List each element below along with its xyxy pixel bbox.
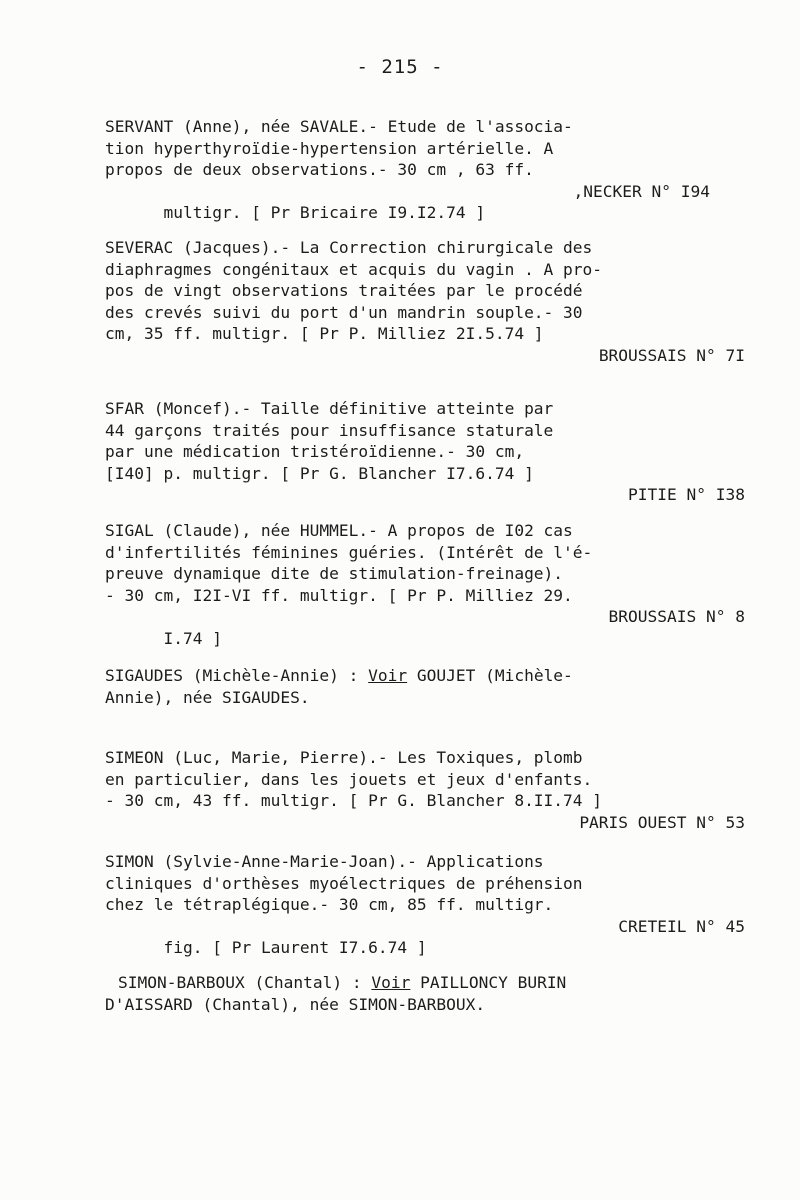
see-reference-word: Voir (371, 973, 411, 992)
entry-line: propos de deux observations.- 30 cm , 63 ff. (105, 160, 534, 180)
entry-line: [I40] p. multigr. [ Pr G. Blancher I7.6.74 ] (105, 463, 534, 483)
entry-line: I.74 ] (163, 628, 222, 648)
bibliography-entry (105, 116, 710, 223)
page-number: - 215 - (356, 56, 444, 78)
bibliography-entry (105, 851, 745, 958)
entry-line: SIMON (Sylvie-Anne-Marie-Joan).- Applications (105, 852, 544, 871)
entry-line: en particulier, dans les jouets et jeux d'enfants. (105, 769, 593, 789)
see-reference-word: Voir (368, 666, 408, 685)
cross-reference-entry (105, 972, 718, 1015)
bibliography-entry (105, 237, 745, 367)
library-location: BROUSSAIS N° 7I (598, 345, 745, 365)
entry-line: D'AISSARD (Chantal), née SIMON-BARBOUX. (105, 994, 486, 1014)
library-location: CRETEIL N° 45 (618, 916, 745, 936)
entry-line: SIMEON (Luc, Marie, Pierre).- Les Toxiques, plomb (105, 748, 583, 767)
entry-line: - 30 cm, 43 ff. multigr. [ Pr G. Blancher 8.II.74 ] (105, 791, 603, 811)
entry-line: SIMON-BARBOUX (Chantal) : (118, 973, 372, 992)
bibliography-entry (105, 520, 745, 648)
entry-line: 44 garçons traités pour insuffisance staturale (105, 420, 554, 440)
entry-line: - 30 cm, I2I-VI ff. multigr. [ Pr P. Milliez 29. (105, 585, 573, 605)
bibliography-entry (105, 398, 745, 506)
entry-line: d'infertilités féminines guéries. (Intérêt de l'é- (105, 542, 593, 562)
entry-line: GOUJET (Michèle- (407, 666, 573, 685)
entry-line: multigr. [ Pr Bricaire I9.I2.74 ] (163, 203, 486, 223)
entry-line: tion hyperthyroïdie-hypertension artérielle. A (105, 138, 554, 158)
library-location: PITIE N° I38 (628, 485, 745, 505)
library-location: BROUSSAIS N° 8 (608, 607, 745, 627)
entry-line: pos de vingt observations traitées par le procédé (105, 281, 583, 301)
bibliography-entry (105, 747, 745, 833)
entry-line: SIGAUDES (Michèle-Annie) : (105, 666, 369, 685)
entry-line: chez le tétraplégique.- 30 cm, 85 ff. multigr. (105, 895, 554, 915)
entry-line: fig. [ Pr Laurent I7.6.74 ] (163, 938, 427, 958)
entry-line: par une médication tristéroïdienne.- 30 cm, (105, 442, 525, 462)
entry-line: preuve dynamique dite de stimulation-freinage). (105, 564, 564, 584)
entry-line: SIGAL (Claude), née HUMMEL.- A propos de I02 cas (105, 521, 573, 540)
entry-line: SERVANT (Anne), née SAVALE.- Etude de l'associa- (105, 117, 573, 136)
entry-line: diaphragmes congénitaux et acquis du vagin . A pro- (105, 259, 603, 279)
entry-line: cm, 35 ff. multigr. [ Pr P. Milliez 2I.5.74 ] (105, 324, 544, 344)
cross-reference-entry (105, 665, 705, 708)
library-location: ,NECKER N° I94 (573, 181, 710, 201)
entry-line: des crevés suivi du port d'un mandrin souple.- 30 (105, 302, 583, 322)
entry-line: Annie), née SIGAUDES. (105, 687, 310, 707)
entry-line: SEVERAC (Jacques).- La Correction chirurgicale des (105, 238, 593, 257)
entry-line: SFAR (Moncef).- Taille définitive atteinte par (105, 399, 554, 418)
entry-line: PAILLONCY BURIN (410, 973, 567, 992)
library-location: PARIS OUEST N° 53 (579, 812, 745, 832)
entry-line: cliniques d'orthèses myoélectriques de préhension (105, 873, 583, 893)
